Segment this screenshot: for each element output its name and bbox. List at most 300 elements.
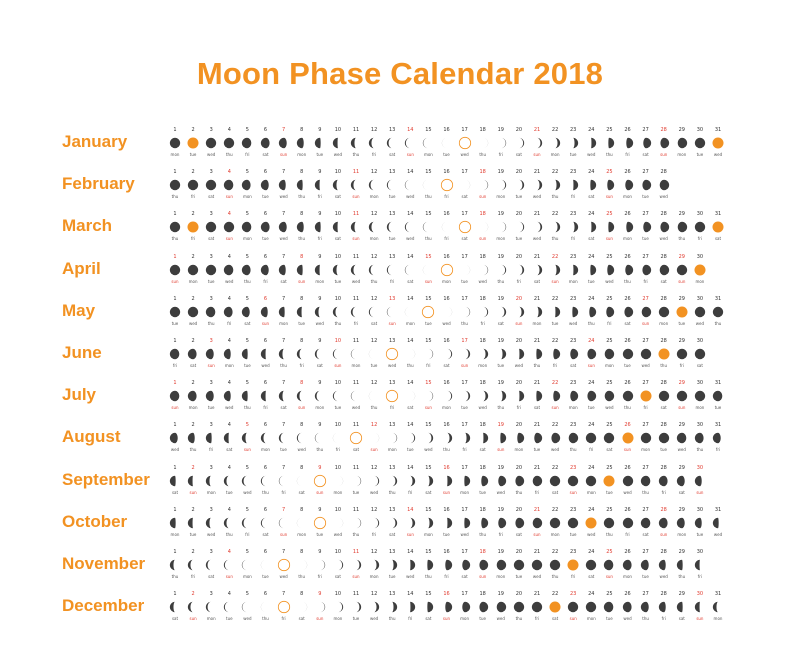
waxing-moon-icon — [440, 431, 454, 445]
waxing-moon-icon — [512, 220, 526, 234]
moon-phase-icon — [675, 263, 689, 277]
waning-moon-icon — [259, 516, 273, 530]
weekday-label: thu — [624, 405, 631, 411]
weekday-label: mon — [315, 405, 325, 411]
day-number: 25 — [606, 464, 613, 471]
weekday-label: thu — [587, 320, 595, 326]
waning-moon-icon — [349, 263, 363, 277]
day-number: 19 — [497, 380, 504, 387]
day-number: 1 — [173, 211, 177, 218]
waxing-moon-icon — [584, 178, 598, 192]
day-number: 30 — [696, 506, 704, 513]
weekday-label: sun — [316, 489, 324, 495]
waxing-moon-icon — [421, 347, 435, 361]
waxing-moon-icon — [512, 431, 526, 445]
moon-phase-icon — [548, 474, 562, 488]
waxing-moon-icon — [403, 474, 417, 488]
day-number: 1 — [173, 295, 177, 302]
weekday-label: wed — [514, 363, 524, 368]
weekday-label: sun — [569, 489, 577, 495]
weekday-label: thu — [298, 236, 305, 242]
weekday-label: thu — [225, 152, 233, 157]
weekday-label: thu — [352, 152, 360, 157]
moon-phase-icon — [657, 431, 671, 445]
day-number: 26 — [624, 549, 631, 555]
moon-phase-icon — [621, 474, 635, 488]
day-number: 6 — [263, 591, 268, 598]
waning-moon-icon — [277, 347, 291, 361]
weekday-label: fri — [191, 236, 196, 242]
day-number: 12 — [370, 338, 378, 344]
weekday-label: mon — [206, 616, 216, 622]
weekday-label: tue — [497, 363, 505, 368]
weekday-label: sat — [407, 278, 414, 284]
day-number: 29 — [678, 380, 685, 387]
day-number: 24 — [588, 464, 595, 471]
weekday-label: mon — [604, 363, 614, 368]
weekday-label: wed — [605, 405, 614, 411]
day-number: 15 — [425, 211, 432, 218]
waning-moon-icon — [186, 431, 200, 445]
full-moon-icon — [186, 136, 200, 150]
waning-moon-icon — [385, 178, 399, 192]
weekday-label: sat — [642, 152, 649, 157]
day-number: 24 — [588, 127, 595, 133]
weekday-label: sun — [551, 278, 559, 284]
waning-moon-icon — [259, 136, 273, 150]
waxing-moon-icon — [675, 220, 689, 234]
moon-phase-icon — [602, 431, 616, 445]
waxing-moon-icon — [548, 305, 562, 319]
day-number: 26 — [624, 506, 631, 513]
day-number: 30 — [696, 591, 704, 598]
weekday-label: fri — [353, 320, 359, 326]
day-number: 7 — [282, 338, 286, 344]
day-number: 7 — [282, 127, 286, 133]
waxing-moon-icon — [458, 347, 472, 361]
weekday-label: thu — [533, 363, 541, 368]
day-number: 28 — [660, 549, 667, 555]
weekday-label: fri — [715, 447, 721, 453]
weekday-label: sun — [352, 194, 360, 200]
day-number: 30 — [696, 380, 704, 387]
day-number: 10 — [334, 506, 342, 513]
moon-phase-icon — [584, 431, 598, 445]
waxing-moon-icon — [367, 431, 381, 445]
day-number: 12 — [370, 253, 378, 260]
day-number: 20 — [515, 506, 523, 513]
weekday-label: tue — [606, 616, 613, 622]
day-number: 24 — [588, 253, 595, 260]
day-number: 9 — [318, 169, 322, 176]
day-number: 8 — [300, 506, 304, 513]
weekday-label: fri — [516, 405, 521, 411]
waning-moon-icon — [222, 431, 236, 445]
weekday-label: mon — [442, 405, 451, 411]
day-number: 22 — [551, 591, 559, 598]
weekday-label: sat — [280, 405, 287, 411]
weekday-label: sun — [243, 447, 251, 453]
waning-moon-icon — [349, 220, 363, 234]
weekday-label: wed — [279, 574, 288, 579]
weekday-label: tue — [696, 152, 704, 157]
waning-moon-icon — [440, 220, 454, 234]
waxing-moon-icon — [602, 178, 616, 192]
waxing-moon-icon — [494, 178, 508, 192]
weekday-label: thu — [280, 363, 287, 368]
weekday-label: sun — [171, 405, 179, 411]
weekday-label: thu — [207, 320, 215, 326]
waxing-moon-icon — [602, 347, 616, 361]
day-number: 4 — [227, 506, 231, 513]
weekday-label: sun — [461, 363, 469, 368]
waning-moon-icon — [421, 220, 435, 234]
moon-phase-icon — [512, 558, 526, 572]
day-number: 24 — [588, 380, 595, 387]
waxing-moon-icon — [602, 220, 616, 234]
weekday-label: sat — [515, 531, 522, 537]
weekday-label: sat — [171, 616, 179, 622]
day-number: 28 — [660, 253, 667, 260]
waxing-moon-icon — [476, 305, 490, 319]
weekday-label: sat — [570, 363, 577, 368]
full-moon-icon — [602, 474, 616, 488]
day-number: 24 — [588, 506, 595, 513]
day-number: 3 — [209, 338, 213, 344]
day-number: 4 — [227, 422, 231, 429]
day-number: 12 — [370, 295, 378, 302]
day-number: 29 — [678, 211, 685, 218]
day-number: 19 — [497, 295, 504, 302]
day-number: 5 — [245, 464, 249, 471]
day-number: 29 — [678, 127, 685, 133]
weekday-label: sat — [334, 574, 341, 579]
day-number: 3 — [209, 506, 213, 513]
weekday-label: thu — [678, 236, 686, 242]
day-number: 20 — [515, 253, 523, 260]
day-number: 12 — [370, 169, 378, 176]
day-number: 19 — [497, 338, 504, 344]
waning-moon-icon — [222, 558, 236, 572]
day-number: 27 — [642, 380, 649, 387]
waning-moon-icon — [204, 474, 218, 488]
waxing-moon-icon — [476, 389, 490, 403]
weekday-label: sat — [389, 531, 396, 537]
weekday-label: mon — [659, 320, 669, 326]
weekday-label: sun — [298, 278, 306, 284]
day-number: 2 — [191, 295, 195, 302]
weekday-label: mon — [242, 194, 252, 200]
waning-moon-icon — [385, 263, 399, 277]
day-number: 3 — [209, 591, 213, 598]
day-number: 22 — [551, 506, 559, 513]
day-number: 17 — [461, 422, 468, 429]
weekday-label: mon — [423, 152, 433, 157]
day-number: 19 — [497, 464, 504, 471]
weekday-label: tue — [226, 489, 233, 495]
day-number: 21 — [533, 338, 541, 344]
day-number: 31 — [714, 127, 722, 133]
waning-moon-icon — [403, 178, 417, 192]
day-number: 6 — [263, 169, 268, 176]
day-number: 17 — [461, 169, 468, 176]
waning-moon-icon — [385, 220, 399, 234]
day-number: 27 — [642, 211, 649, 218]
waxing-moon-icon — [367, 474, 381, 488]
waxing-moon-icon — [584, 305, 598, 319]
day-number: 18 — [479, 253, 486, 260]
waning-moon-icon — [657, 558, 671, 572]
waxing-moon-icon — [403, 600, 417, 614]
day-number: 12 — [370, 506, 378, 513]
day-number: 5 — [245, 295, 249, 302]
weekday-label: mon — [478, 363, 488, 368]
day-number: 6 — [263, 253, 268, 260]
weekday-label: wed — [225, 278, 234, 284]
day-number: 22 — [551, 295, 559, 302]
weekday-label: fri — [571, 194, 576, 200]
waning-moon-icon — [349, 136, 363, 150]
day-number: 14 — [407, 253, 414, 260]
weekday-label: fri — [534, 616, 540, 622]
day-number: 13 — [389, 591, 396, 598]
weekday-label: fri — [589, 447, 594, 453]
weekday-label: fri — [553, 363, 558, 368]
weekday-label: sat — [298, 616, 305, 622]
waning-moon-icon — [711, 389, 725, 403]
waning-moon-icon — [240, 347, 254, 361]
day-number: 5 — [245, 591, 249, 598]
day-number: 2 — [191, 422, 195, 429]
day-number: 19 — [497, 506, 504, 513]
waning-moon-icon — [222, 347, 236, 361]
day-number: 30 — [696, 549, 704, 555]
weekday-label: sat — [533, 278, 541, 284]
day-number: 28 — [660, 295, 667, 302]
day-number: 30 — [696, 253, 704, 260]
day-number: 25 — [606, 380, 613, 387]
day-number: 2 — [191, 253, 195, 260]
weekday-label: sat — [280, 278, 287, 284]
weekday-label: wed — [550, 447, 560, 453]
day-number: 3 — [209, 380, 213, 387]
moon-phase-icon — [711, 305, 725, 319]
moon-phase-icon — [657, 305, 671, 319]
waxing-moon-icon — [349, 474, 363, 488]
day-number: 16 — [443, 127, 450, 133]
waxing-moon-icon — [512, 516, 526, 530]
weekday-label: fri — [462, 447, 467, 453]
weekday-label: mon — [188, 278, 198, 284]
day-number: 21 — [533, 211, 541, 218]
weekday-label: mon — [623, 574, 632, 579]
weekday-label: mon — [206, 489, 216, 495]
weekday-label: wed — [333, 531, 343, 537]
waxing-moon-icon — [421, 516, 435, 530]
weekday-label: tue — [298, 320, 305, 326]
weekday-label: tue — [352, 489, 360, 495]
waxing-moon-icon — [602, 389, 616, 403]
day-number: 18 — [479, 295, 486, 302]
day-number: 17 — [461, 591, 468, 598]
waning-moon-icon — [621, 600, 635, 614]
waxing-moon-icon — [602, 136, 616, 150]
waning-moon-icon — [421, 263, 435, 277]
day-number: 28 — [660, 422, 667, 429]
waxing-moon-icon — [530, 389, 544, 403]
day-number: 21 — [533, 295, 541, 302]
day-number: 1 — [173, 338, 177, 344]
waning-moon-icon — [331, 305, 345, 319]
weekday-label: mon — [460, 616, 470, 622]
weekday-label: thu — [352, 531, 360, 537]
moon-phase-icon — [621, 389, 635, 403]
day-number: 13 — [389, 506, 396, 513]
day-number: 1 — [173, 464, 177, 471]
waxing-moon-icon — [566, 305, 580, 319]
weekday-label: fri — [335, 447, 340, 453]
day-number: 22 — [551, 169, 559, 176]
waxing-moon-icon — [458, 516, 472, 530]
weekday-label: sat — [479, 447, 486, 453]
waning-moon-icon — [313, 178, 327, 192]
month-label-november: November — [62, 554, 146, 573]
day-number: 6 — [263, 506, 268, 513]
waning-moon-icon — [693, 558, 707, 572]
day-number: 27 — [642, 506, 649, 513]
weekday-label: fri — [372, 152, 377, 157]
moon-phase-icon — [548, 516, 562, 530]
day-number: 23 — [570, 169, 577, 176]
day-number: 29 — [678, 422, 685, 429]
day-number: 13 — [389, 464, 396, 471]
moon-phase-icon — [566, 474, 580, 488]
weekday-label: thu — [171, 574, 179, 579]
weekday-label: tue — [334, 405, 342, 411]
weekday-label: sun — [479, 236, 487, 242]
day-number: 16 — [443, 211, 450, 218]
day-number: 27 — [642, 169, 649, 176]
day-number: 13 — [389, 295, 396, 302]
day-number: 31 — [714, 422, 722, 429]
waning-moon-icon — [693, 474, 707, 488]
waning-moon-icon — [204, 558, 218, 572]
day-number: 18 — [479, 506, 486, 513]
moon-phase-icon — [675, 347, 689, 361]
day-number: 7 — [282, 549, 286, 555]
day-number: 11 — [352, 464, 360, 471]
waning-moon-icon — [331, 136, 345, 150]
weekday-label: wed — [261, 363, 270, 368]
waning-moon-icon — [240, 263, 254, 277]
day-number: 5 — [245, 211, 249, 218]
month-label-april: April — [62, 258, 101, 278]
day-number: 22 — [551, 380, 559, 387]
waning-moon-icon — [349, 347, 363, 361]
month-label-june: June — [62, 343, 102, 362]
waning-moon-icon — [693, 600, 707, 614]
weekday-label: sun — [406, 531, 414, 537]
weekday-label: mon — [586, 489, 596, 495]
waning-moon-icon — [240, 558, 254, 572]
day-number: 30 — [696, 464, 704, 471]
waning-moon-icon — [295, 178, 309, 192]
moon-phase-icon — [639, 431, 653, 445]
waxing-moon-icon — [421, 558, 435, 572]
waning-moon-icon — [168, 600, 182, 614]
weekday-label: mon — [387, 447, 397, 453]
day-number: 8 — [300, 591, 304, 598]
day-number: 7 — [282, 295, 286, 302]
weekday-label: sun — [189, 616, 197, 622]
weekday-label: sun — [171, 278, 179, 284]
weekday-label: sun — [605, 574, 613, 579]
weekday-label: tue — [642, 236, 649, 242]
weekday-label: sat — [642, 531, 649, 537]
waxing-moon-icon — [476, 516, 490, 530]
day-number: 16 — [443, 506, 450, 513]
weekday-label: fri — [408, 616, 413, 622]
day-number: 30 — [696, 422, 704, 429]
waxing-moon-icon — [494, 516, 508, 530]
day-number: 7 — [282, 506, 286, 513]
day-number: 28 — [660, 380, 667, 387]
weekday-label: thu — [606, 531, 613, 537]
day-number: 20 — [515, 169, 523, 176]
weekday-label: wed — [713, 152, 723, 157]
waning-moon-icon — [295, 263, 309, 277]
day-number: 22 — [551, 338, 559, 344]
weekday-label: sun — [533, 152, 541, 157]
moon-phase-icon — [204, 136, 218, 150]
day-number: 19 — [497, 591, 504, 598]
waxing-moon-icon — [494, 347, 508, 361]
weekday-label: thu — [515, 616, 523, 622]
waxing-moon-icon — [421, 431, 435, 445]
day-number: 24 — [588, 422, 595, 429]
weekday-label: fri — [498, 152, 503, 157]
weekday-label: wed — [406, 574, 415, 579]
day-number: 23 — [570, 506, 577, 513]
waxing-moon-icon — [530, 136, 544, 150]
weekday-label: mon — [170, 152, 180, 157]
waxing-moon-icon — [440, 474, 454, 488]
day-number: 1 — [173, 380, 177, 387]
weekday-label: thu — [370, 405, 378, 411]
weekday-label: tue — [642, 574, 649, 579]
weekday-label: tue — [714, 405, 722, 411]
day-number: 23 — [570, 380, 577, 387]
moon-phase-icon — [168, 220, 182, 234]
waxing-moon-icon — [584, 136, 598, 150]
day-number: 13 — [389, 169, 396, 176]
day-number: 24 — [588, 211, 595, 218]
weekday-label: tue — [515, 236, 523, 242]
moon-phase-icon — [222, 136, 236, 150]
weekday-label: thu — [624, 278, 631, 284]
weekday-label: fri — [697, 236, 702, 242]
weekday-label: wed — [460, 531, 469, 537]
weekday-label: sun — [352, 236, 360, 242]
moon-phase-icon — [204, 220, 218, 234]
day-number: 14 — [407, 338, 414, 344]
weekday-label: thu — [497, 405, 505, 411]
day-number: 25 — [606, 295, 613, 302]
day-number: 18 — [479, 464, 486, 471]
day-number: 2 — [191, 169, 195, 176]
moon-phase-icon — [602, 516, 616, 530]
weekday-label: thu — [551, 194, 559, 200]
